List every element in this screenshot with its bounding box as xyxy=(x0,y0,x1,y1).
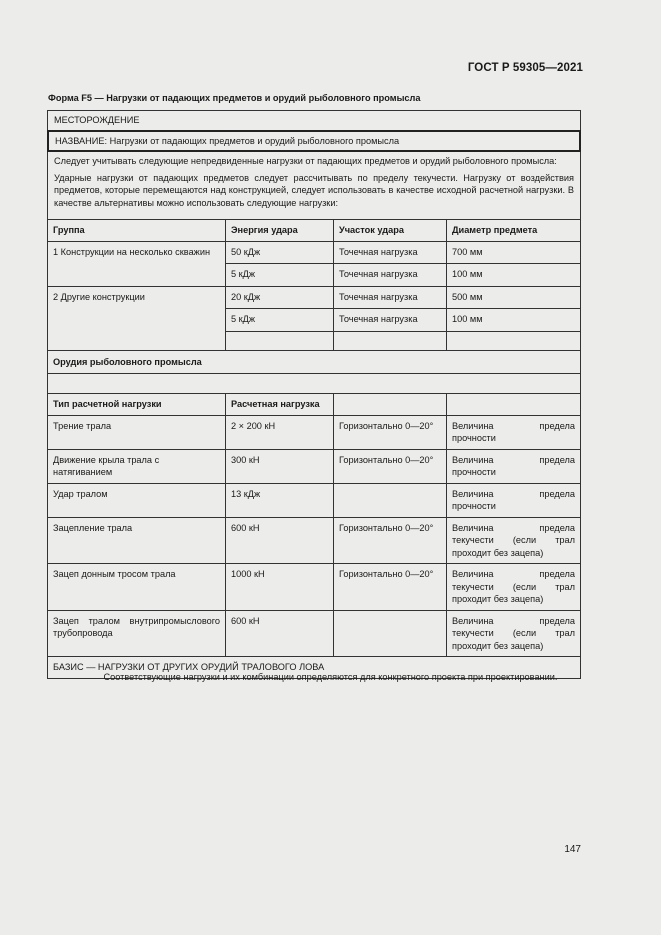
cell-design-load: 300 кН xyxy=(226,449,334,483)
cell-design-load: 13 кДж xyxy=(226,483,334,517)
column-header-area: Участок удара xyxy=(334,220,447,242)
cell-diameter: 100 мм xyxy=(447,264,581,287)
cell-load-type: Зацепление трала xyxy=(48,517,226,564)
table-row xyxy=(48,610,581,657)
field-row: МЕСТОРОЖДЕНИЕ xyxy=(47,110,581,130)
cell-load-type: Зацеп тралом внутрипромыслового трубопровода xyxy=(48,610,226,657)
column-header-direction xyxy=(334,394,447,416)
cell-direction xyxy=(334,610,447,657)
cell-diameter: 700 мм xyxy=(447,241,581,264)
cell-energy: 20 кДж xyxy=(226,286,334,309)
table-row xyxy=(48,415,581,449)
intro-paragraph-1: Следует учитывать следующие непредвиденные нагрузки от падающих предметов и орудий рыболовного промысла: xyxy=(54,156,557,166)
name-row: НАЗВАНИЕ: Нагрузки от падающих предметов и орудий рыболовного промысла xyxy=(47,130,581,153)
cell-load-type: Удар тралом xyxy=(48,483,226,517)
table-row xyxy=(48,564,581,611)
table-header-row xyxy=(48,220,581,242)
cell-design-load: 600 кН xyxy=(226,610,334,657)
column-header-load-type: Тип расчетной нагрузки xyxy=(48,394,226,416)
cell-group: 1 Конструкции на несколько скважин xyxy=(48,241,226,286)
table-row xyxy=(48,517,581,564)
footnote: Соответствующие нагрузки и их комбинации определяются для конкретного проекта при проектировании. xyxy=(103,672,558,682)
form-frame xyxy=(47,110,581,679)
table-row xyxy=(48,241,581,264)
cell-load-type: Зацеп донным тросом трала xyxy=(48,564,226,611)
dropped-objects-table xyxy=(47,219,581,679)
cell-diameter: 500 мм xyxy=(447,286,581,309)
cell-direction xyxy=(334,483,447,517)
intro-paragraph-2: Ударные нагрузки от падающих предметов следует рассчитывать по пределу текучести. Нагрузку от воздействия предметов, которые перемещаются над конструкцией, следует использовать в качестве исходной расчетной нагрузки. В качестве альтернативы можно использовать следующие нагрузки: xyxy=(54,172,574,208)
cell-group: 2 Другие конструкции xyxy=(48,286,226,350)
cell-area: Точечная нагрузка xyxy=(334,309,447,332)
column-header-diameter: Диаметр предмета xyxy=(447,220,581,242)
cell-load-type: Трение трала xyxy=(48,415,226,449)
form-title: Форма F5 — Нагрузки от падающих предметов и орудий рыболовного промысла xyxy=(48,93,421,103)
table-row xyxy=(48,286,581,309)
basis-text: БАЗИС — НАГРУЗКИ ОТ ДРУГИХ ОРУДИЙ ТРАЛОВОГО ЛОВА xyxy=(48,657,581,679)
cell-direction: Горизонтально 0—20° xyxy=(334,449,447,483)
table-header-row xyxy=(48,394,581,416)
cell-note: Величина предела прочности xyxy=(447,483,581,517)
cell-area: Точечная нагрузка xyxy=(334,264,447,287)
cell-direction: Горизонтально 0—20° xyxy=(334,517,447,564)
cell-note: Величина предела прочности xyxy=(447,415,581,449)
document-code: ГОСТ Р 59305—2021 xyxy=(467,62,583,74)
cell-energy: 5 кДж xyxy=(226,309,334,332)
table-row xyxy=(48,449,581,483)
cell-design-load: 2 × 200 кН xyxy=(226,415,334,449)
cell-direction: Горизонтально 0—20° xyxy=(334,415,447,449)
column-header-energy: Энергия удара xyxy=(226,220,334,242)
cell-note: Величина предела текучести (если трал проходит без зацепа) xyxy=(447,610,581,657)
cell-area: Точечная нагрузка xyxy=(334,286,447,309)
cell-note: Величина предела текучести (если трал проходит без зацепа) xyxy=(447,517,581,564)
column-header-group: Группа xyxy=(48,220,226,242)
intro-text xyxy=(47,152,581,219)
column-header-note xyxy=(447,394,581,416)
cell-area: Точечная нагрузка xyxy=(334,241,447,264)
cell-energy: 5 кДж xyxy=(226,264,334,287)
fishing-section-title: Орудия рыболовного промысла xyxy=(48,350,581,374)
cell-note: Величина предела прочности xyxy=(447,449,581,483)
column-header-design-load: Расчетная нагрузка xyxy=(226,394,334,416)
cell-design-load: 600 кН xyxy=(226,517,334,564)
cell-load-type: Движение крыла трала с натягиванием xyxy=(48,449,226,483)
table-row-empty xyxy=(48,374,581,394)
cell-diameter: 100 мм xyxy=(447,309,581,332)
cell-design-load: 1000 кН xyxy=(226,564,334,611)
cell-energy: 50 кДж xyxy=(226,241,334,264)
table-row xyxy=(48,483,581,517)
cell-direction: Горизонтально 0—20° xyxy=(334,564,447,611)
cell-note: Величина предела текучести (если трал проходит без зацепа) xyxy=(447,564,581,611)
section-title-row xyxy=(48,350,581,374)
page-number: 147 xyxy=(564,844,581,855)
